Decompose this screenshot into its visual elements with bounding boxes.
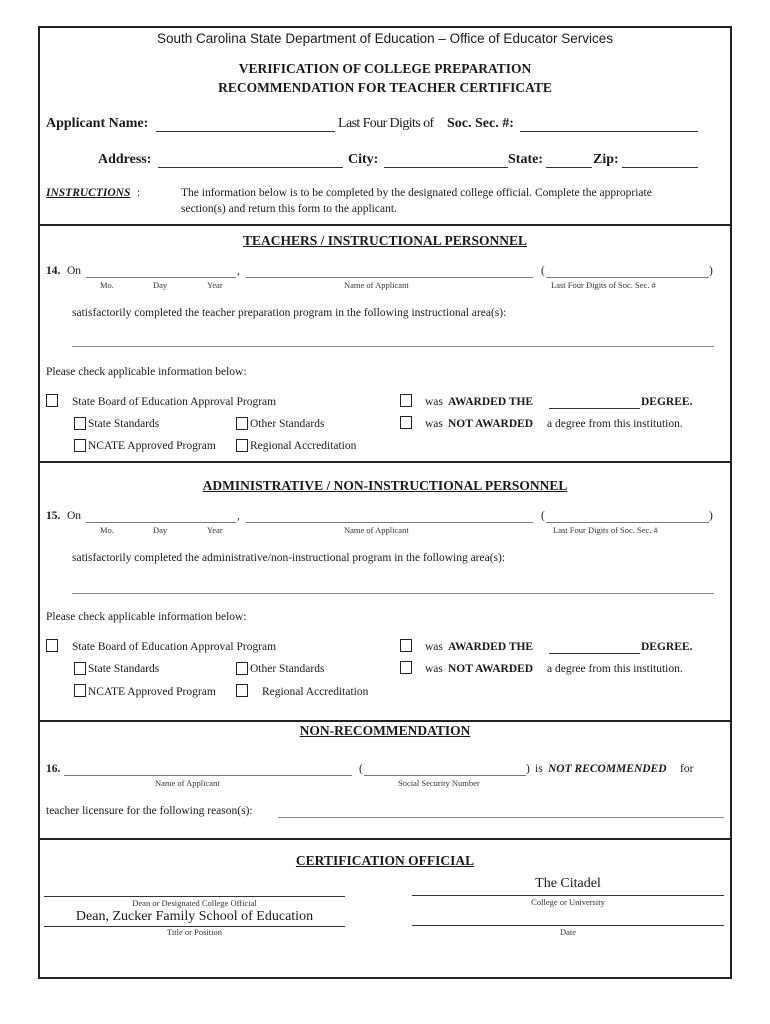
address-label: Address: (98, 152, 152, 167)
zip-field[interactable] (622, 167, 698, 168)
agency-header: South Carolina State Department of Education – Office of Educator Services (156, 31, 613, 46)
college-field-line (412, 895, 724, 896)
section15-sub-year: Year (207, 525, 223, 535)
state-field[interactable] (546, 167, 592, 168)
instructions-colon: : (137, 187, 141, 199)
address-field[interactable] (158, 167, 343, 168)
section-divider (38, 461, 732, 463)
section15-state-standards-label: State Standards (88, 663, 160, 675)
section14-area-field[interactable] (72, 346, 714, 347)
date-field[interactable] (412, 925, 724, 926)
section16-paren-open: ( (359, 763, 363, 775)
section14-awarded-label: AWARDED THE (448, 396, 534, 408)
ssn-label-prefix: Last Four Digits of (338, 116, 434, 131)
section14-awarded-prefix: was (425, 396, 443, 408)
section15-awarded-label: AWARDED THE (448, 641, 534, 653)
certification-heading: CERTIFICATION OFFICIAL (295, 853, 475, 868)
section-divider (38, 720, 732, 722)
section14-regional-checkbox[interactable] (236, 439, 248, 452)
section14-sub-day: Day (153, 280, 168, 290)
section16-number: 16. (46, 763, 61, 775)
section14-date-field[interactable] (86, 277, 236, 278)
section14-not-awarded-prefix: was (425, 418, 443, 430)
section14-ssn-field[interactable] (546, 277, 709, 278)
section14-other-standards-label: Other Standards (250, 418, 325, 430)
section14-not-awarded-suffix: a degree from this institution. (547, 418, 683, 430)
applicant-name-label: Applicant Name: (46, 116, 149, 131)
section15-area-field[interactable] (72, 593, 714, 594)
zip-label: Zip: (593, 152, 619, 167)
section15-not-awarded-prefix: was (425, 663, 443, 675)
section15-ssn-field[interactable] (546, 522, 709, 523)
section15-paren-open: ( (541, 510, 545, 522)
section15-not-awarded-label: NOT AWARDED (448, 663, 534, 675)
section14-degree-field[interactable] (549, 408, 640, 409)
college-value[interactable]: The Citadel (535, 876, 601, 891)
section15-degree-label: DEGREE. (641, 641, 693, 653)
section14-heading: TEACHERS / INSTRUCTIONAL PERSONNEL (243, 233, 527, 248)
title-label: Title or Position (167, 927, 222, 937)
official-signature-field[interactable] (44, 896, 345, 897)
form-border (38, 26, 732, 979)
section15-board-approval-checkbox[interactable] (46, 639, 58, 652)
section14-completed-text: satisfactorily completed the teacher preparation program in the following instructional area(s): (72, 307, 507, 319)
section15-ncate-checkbox[interactable] (74, 684, 86, 697)
section14-sub-mo: Mo. (100, 280, 114, 290)
section15-date-field[interactable] (86, 522, 236, 523)
section16-for-text: for (680, 763, 694, 775)
city-label: City: (348, 152, 379, 167)
section15-heading: ADMINISTRATIVE / NON-INSTRUCTIONAL PERSONNEL (202, 478, 568, 493)
section14-name-field[interactable] (246, 277, 533, 278)
section14-not-awarded-label: NOT AWARDED (448, 418, 534, 430)
section16-ssn-field[interactable] (364, 775, 526, 776)
section15-number: 15. (46, 510, 61, 522)
city-field[interactable] (384, 167, 508, 168)
section14-degree-label: DEGREE. (641, 396, 693, 408)
section15-awarded-prefix: was (425, 641, 443, 653)
section16-name-field[interactable] (64, 775, 352, 776)
section16-paren-close: ) (526, 763, 530, 775)
section15-regional-label: Regional Accreditation (262, 686, 369, 698)
applicant-name-field[interactable] (156, 131, 335, 132)
section14-state-standards-label: State Standards (88, 418, 160, 430)
section14-state-standards-checkbox[interactable] (74, 417, 86, 430)
section14-on: On (67, 265, 82, 277)
form-title-line1: VERIFICATION OF COLLEGE PREPARATION (238, 61, 532, 76)
section14-number: 14. (46, 265, 61, 277)
official-label: Dean or Designated College Official (132, 898, 257, 908)
section16-reason-text: teacher licensure for the following reason(s): (46, 805, 253, 817)
state-label: State: (508, 152, 543, 167)
section15-ncate-label: NCATE Approved Program (88, 686, 216, 698)
section15-awarded-checkbox[interactable] (400, 639, 412, 652)
section14-board-approval-label: State Board of Education Approval Program (72, 396, 277, 408)
section15-degree-field[interactable] (549, 653, 640, 654)
section15-check-prompt: Please check applicable information below: (46, 611, 247, 623)
section15-completed-text: satisfactorily completed the administrative/non-instructional program in the following area(s): (72, 552, 506, 564)
section15-other-standards-label: Other Standards (250, 663, 325, 675)
section14-ncate-label: NCATE Approved Program (88, 440, 216, 452)
section14-check-prompt: Please check applicable information below: (46, 366, 247, 378)
section14-not-awarded-checkbox[interactable] (400, 416, 412, 429)
section16-is-text: is (535, 763, 543, 775)
section15-comma: , (237, 510, 240, 522)
section16-sub-name: Name of Applicant (155, 778, 220, 788)
section15-on: On (67, 510, 82, 522)
section16-heading: NON-RECOMMENDATION (299, 723, 471, 738)
section15-sub-ssn: Last Four Digits of Soc. Sec. # (553, 525, 658, 535)
section15-state-standards-checkbox[interactable] (74, 662, 86, 675)
section15-sub-name: Name of Applicant (344, 525, 409, 535)
instructions-label: INSTRUCTIONS (46, 187, 131, 199)
section14-comma: , (237, 265, 240, 277)
college-label: College or University (531, 897, 605, 907)
section15-sub-day: Day (153, 525, 168, 535)
section14-awarded-checkbox[interactable] (400, 394, 412, 407)
section16-sub-ssn: Social Security Number (398, 778, 480, 788)
ssn-field[interactable] (520, 131, 698, 132)
instructions-line2: section(s) and return this form to the applicant. (181, 203, 397, 215)
form-title-line2: RECOMMENDATION FOR TEACHER CERTIFICATE (218, 80, 552, 95)
ssn-label: Soc. Sec. #: (447, 116, 514, 131)
section14-paren-close: ) (709, 265, 713, 277)
title-value[interactable]: Dean, Zucker Family School of Education (75, 909, 314, 924)
section14-sub-ssn: Last Four Digits of Soc. Sec. # (551, 280, 656, 290)
section14-paren-open: ( (541, 265, 545, 277)
section14-ncate-checkbox[interactable] (74, 439, 86, 452)
section16-reason-field[interactable] (278, 817, 724, 818)
section15-sub-mo: Mo. (100, 525, 114, 535)
section15-board-approval-label: State Board of Education Approval Program (72, 641, 277, 653)
section16-not-recommended: NOT RECOMMENDED (548, 763, 667, 775)
section14-regional-label: Regional Accreditation (250, 440, 357, 452)
section14-board-approval-checkbox[interactable] (46, 394, 58, 407)
section15-name-field[interactable] (246, 522, 533, 523)
section-divider (38, 838, 732, 840)
section14-other-standards-checkbox[interactable] (236, 417, 248, 430)
section-divider (38, 224, 732, 226)
section14-sub-year: Year (207, 280, 223, 290)
section15-not-awarded-suffix: a degree from this institution. (547, 663, 683, 675)
section15-regional-checkbox[interactable] (236, 684, 248, 697)
instructions-line1: The information below is to be completed by the designated college official. Complete the appropriate (181, 187, 652, 199)
section14-sub-name: Name of Applicant (344, 280, 409, 290)
section15-other-standards-checkbox[interactable] (236, 662, 248, 675)
section15-paren-close: ) (709, 510, 713, 522)
date-label: Date (559, 927, 577, 937)
section15-not-awarded-checkbox[interactable] (400, 661, 412, 674)
